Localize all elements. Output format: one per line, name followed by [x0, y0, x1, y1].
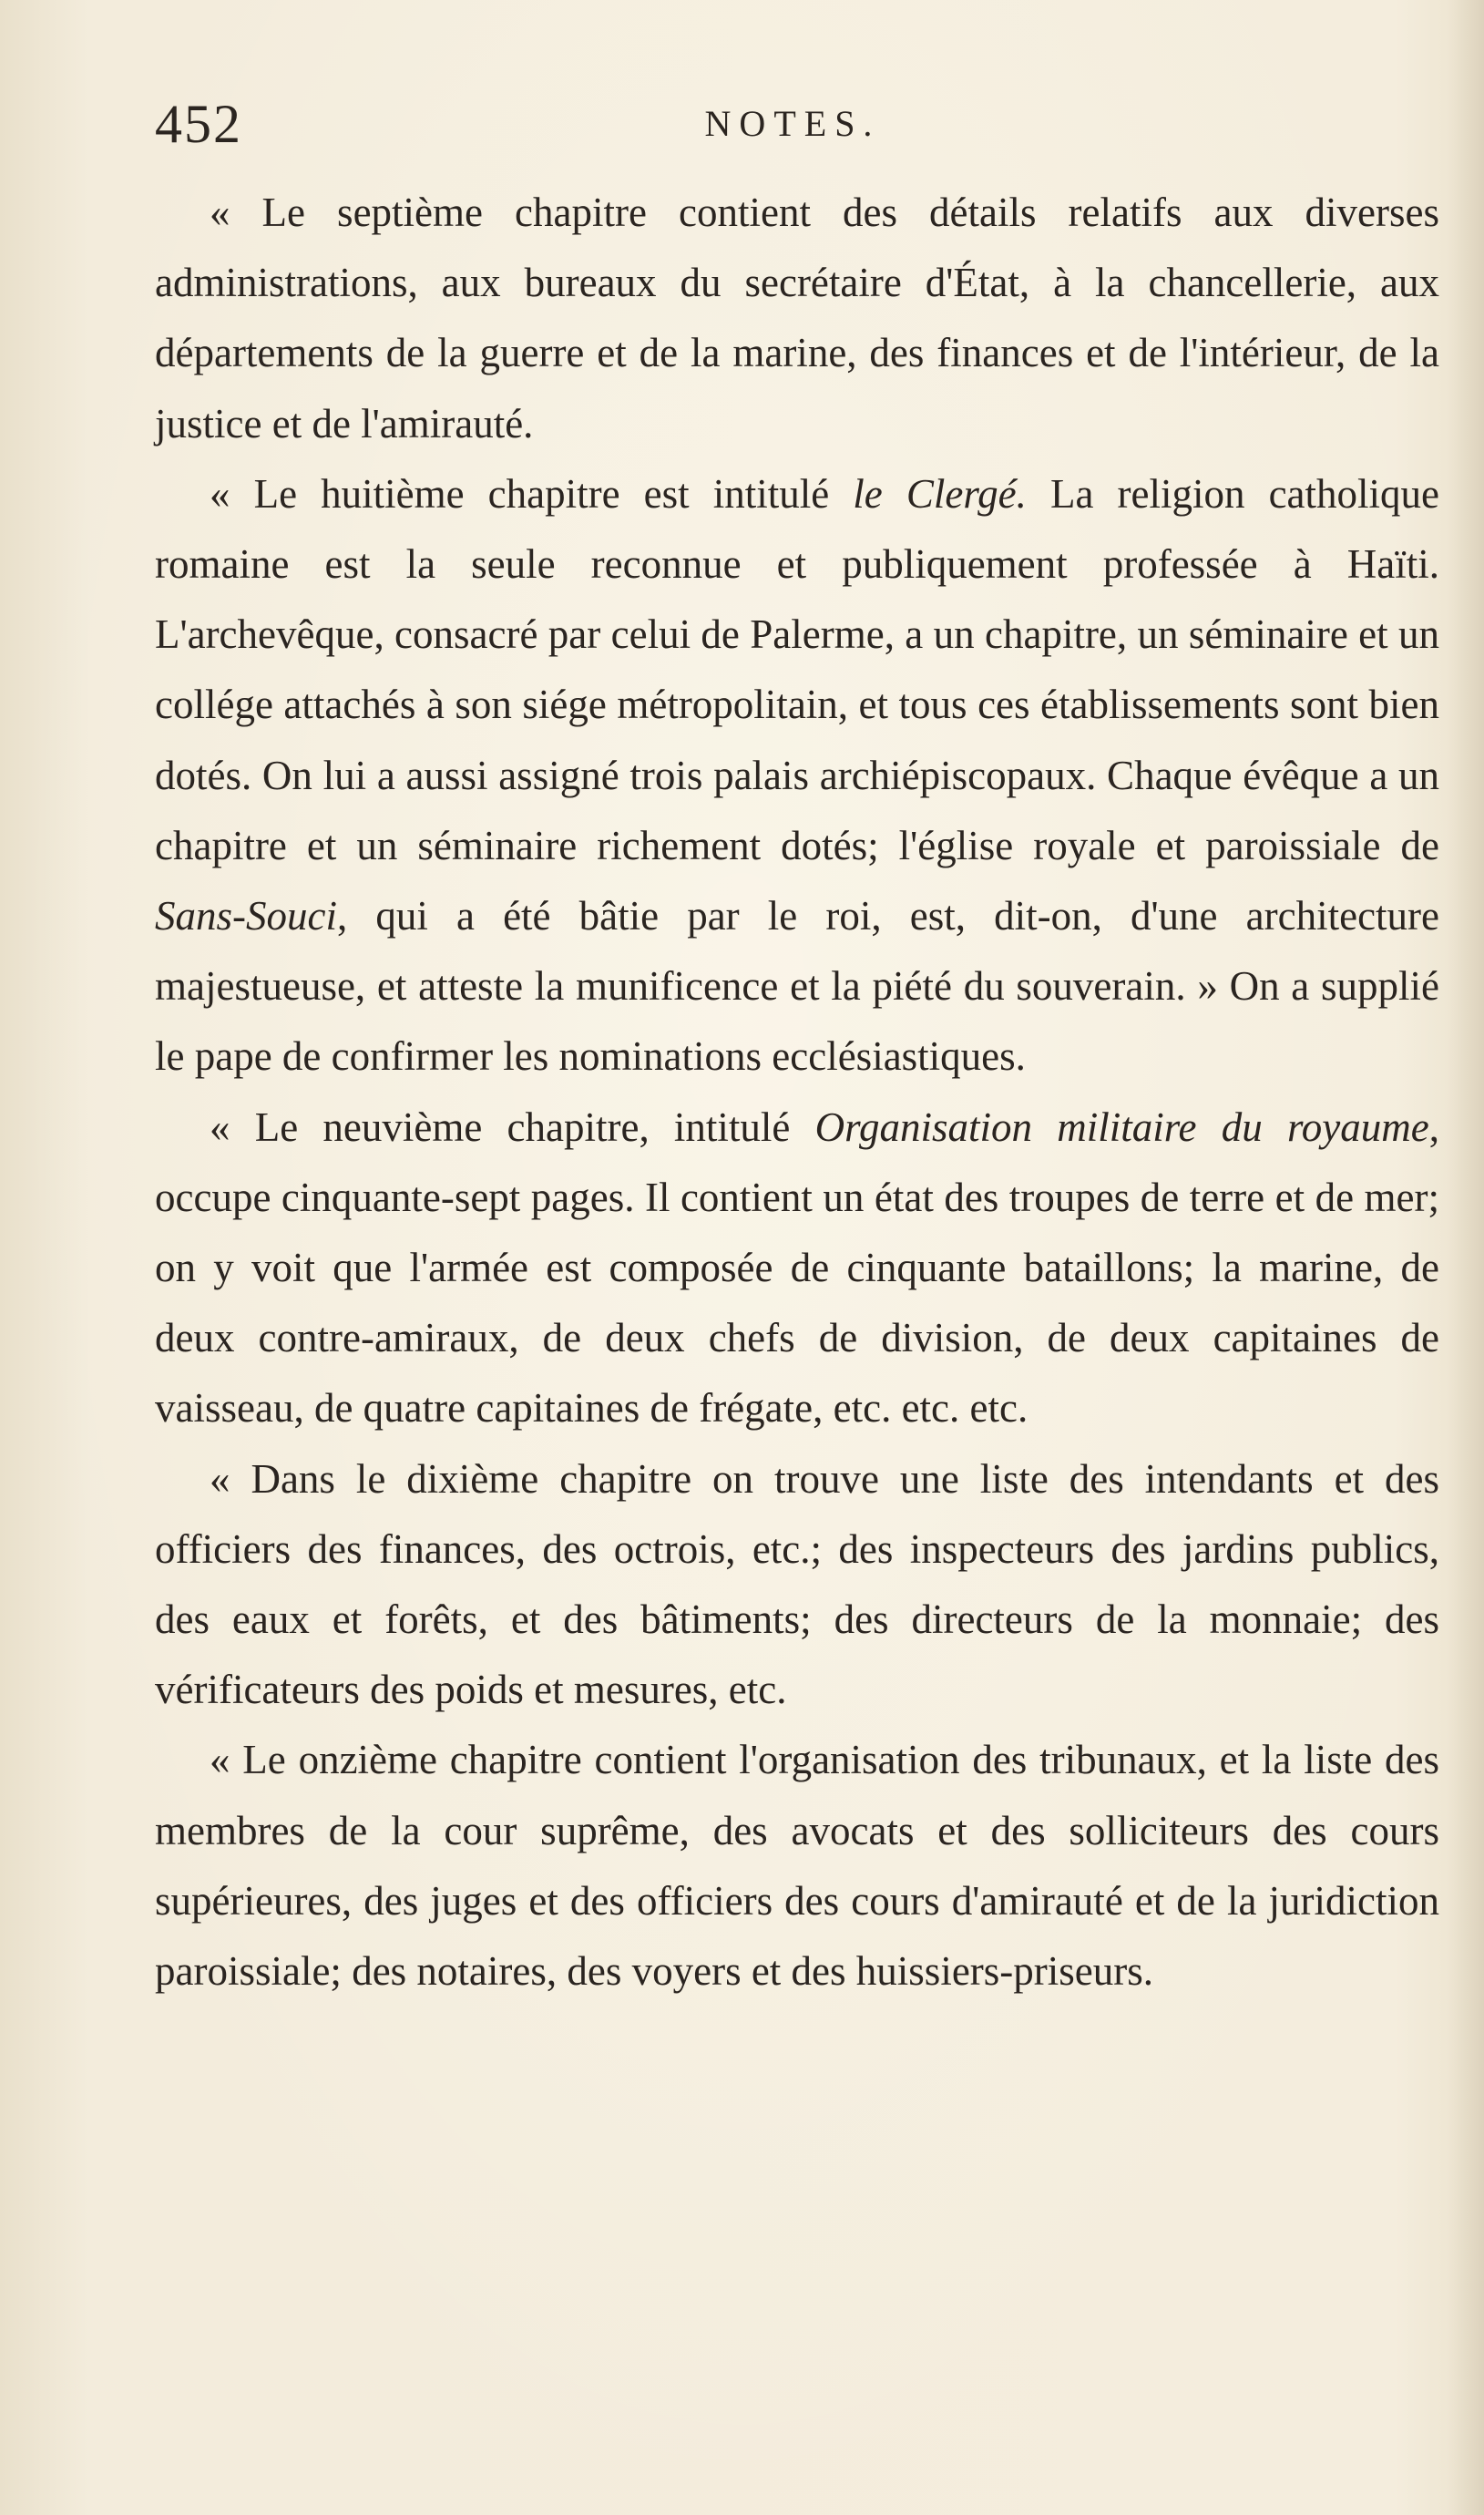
- italic-title: Organisation militaire du royaume: [814, 1104, 1429, 1150]
- italic-title: le Clergé.: [853, 470, 1027, 517]
- paragraph-chapter-seven: « Le septième chapitre contient des détails relatifs aux diverses administrations, aux bureaux du secrétaire d'État, à la chancellerie, aux départements de la guerre et de la marine, des finances et de l'intérieur, de la justice et de l'amirauté.: [155, 190, 1439, 447]
- paragraph-text: La religion catholique romaine est la seule reconnue et publiquement professée à Haïti. L'archevêque, consacré par celui de Palerme, a un chapitre, un séminaire et un collége attachés à son siége métropolitain, et tous ces établissements sont bien dotés. On lui a aussi assigné trois palais archiépiscopaux. Chaque évêque a un chapitre et un séminaire richement dotés; l'église royale et paroissiale de: [155, 470, 1439, 868]
- paragraph-text: , occupe cinquante-sept pages. Il contient un état des troupes de terre et de mer; on y voit que l'armée est composée de cinquante bataillons; la marine, de deux contre-amiraux, de deux chefs de division, de deux capitaines de vaisseau, de quatre capitaines de frégate, etc. etc. etc.: [155, 1104, 1439, 1432]
- paragraph-chapter-eight: [155, 459, 1439, 1093]
- paragraph-text: , qui a été bâtie par le roi, est, dit-on, d'une architecture majestueuse, et atteste la munificence et la piété du souverain. » On a supplié le pape de confirmer les nominations ecclésiastiques.: [155, 893, 1439, 1080]
- paragraph-text: « Le neuvième chapitre, intitulé: [210, 1104, 815, 1150]
- page-edge-shadow: [1448, 0, 1484, 2515]
- running-head: [155, 93, 1430, 157]
- paragraph-chapter-eleven: « Le onzième chapitre contient l'organisation des tribunaux, et la liste des membres de la cour suprême, des avocats et des solliciteurs des cours supérieures, des juges et des officiers des cours d'amirauté et de la juridiction paroissiale; des notaires, des voyers et des huissiers-priseurs.: [155, 1737, 1439, 1995]
- paragraph-text: « Le huitième chapitre est intitulé: [210, 470, 854, 517]
- body-text: [155, 178, 1439, 2007]
- italic-place-name: Sans-Souci: [155, 893, 337, 939]
- paragraph-chapter-ten: « Dans le dixième chapitre on trouve une liste des intendants et des officiers des finances, des octrois, etc.; des inspecteurs des jardins publics, des eaux et forêts, et des bâtiments; des directeurs de la monnaie; des vérificateurs des poids et mesures, etc.: [155, 1455, 1439, 1713]
- section-title: NOTES.: [704, 103, 881, 144]
- page-number: 452: [155, 94, 242, 154]
- paragraph-chapter-nine: [155, 1093, 1439, 1444]
